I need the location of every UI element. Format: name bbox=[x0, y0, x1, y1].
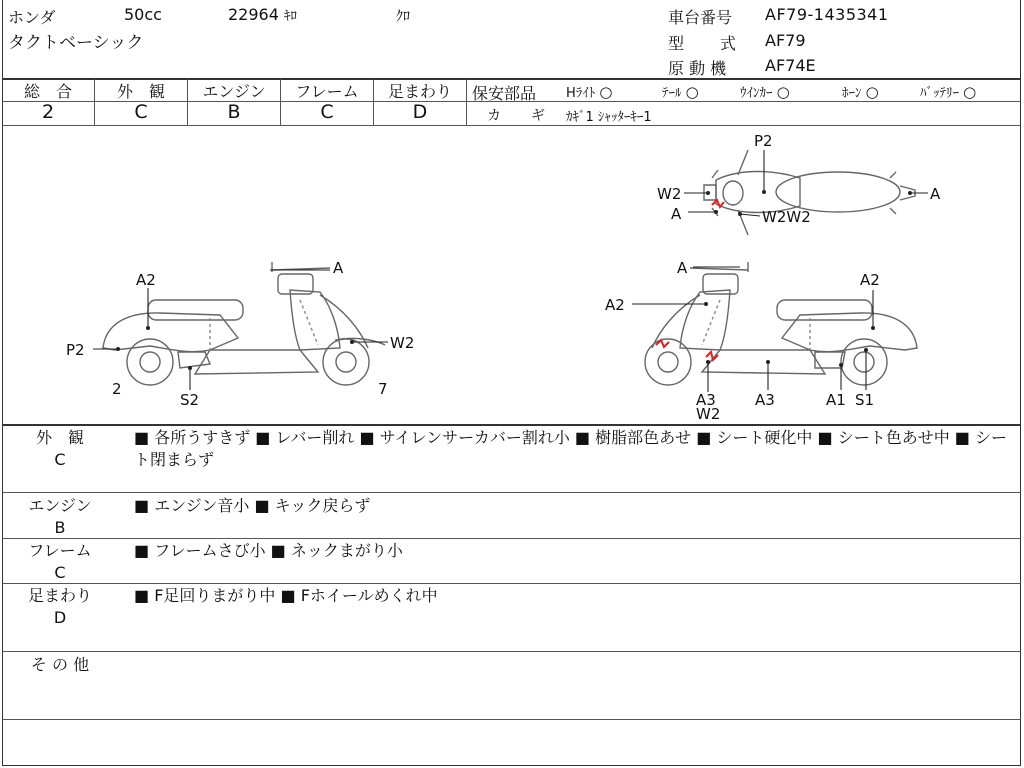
color: ｸﾛ bbox=[396, 9, 410, 25]
section-other-label: そ の 他 bbox=[30, 655, 90, 674]
mileage-value: 22964 bbox=[228, 5, 279, 24]
displacement: 50cc bbox=[124, 5, 162, 24]
label-top-w2: W2 bbox=[657, 185, 682, 203]
section-frame-grade: C bbox=[54, 563, 66, 582]
maker: ホンダ bbox=[8, 8, 56, 27]
section-exterior-label: 外 観 C bbox=[0, 427, 120, 471]
safety-item-horn: ﾎｰﾝ ○ bbox=[842, 83, 879, 101]
section-suspension-text: ■ F足回りまがり中 ■ Fホイールめくれ中 bbox=[134, 586, 438, 605]
safety-item-headlight: Hﾗｲﾄ ○ bbox=[566, 83, 613, 101]
safety-item-battery: ﾊﾞｯﾃﾘｰ ○ bbox=[920, 83, 977, 101]
section-engine-grade: B bbox=[54, 518, 66, 537]
winker-mark: ○ bbox=[776, 83, 790, 101]
label-left-7: 7 bbox=[378, 380, 388, 398]
label-right-a2-right: A2 bbox=[860, 271, 880, 289]
label-left-w2: W2 bbox=[390, 334, 415, 352]
label-right-a3-1: A3 bbox=[696, 391, 716, 409]
label-right-a3-2: A3 bbox=[755, 391, 775, 409]
section-engine-label: エンジン B bbox=[0, 495, 120, 539]
grade-value-exterior: C bbox=[134, 101, 148, 123]
section-engine-text: ■ エンジン音小 ■ キック戻らず bbox=[134, 496, 371, 515]
label-top-w2w2: W2W2 bbox=[762, 208, 811, 226]
section-suspension-grade: D bbox=[53, 608, 67, 627]
safety-item-tail: ﾃｰﾙ ○ bbox=[662, 83, 699, 101]
section-frame-label: フレーム C bbox=[0, 540, 120, 584]
frame-number: AF79-1435341 bbox=[765, 5, 889, 24]
label-right-a2-left: A2 bbox=[605, 296, 625, 314]
model-name: タクトベーシック bbox=[8, 33, 144, 53]
grade-value-suspension: D bbox=[412, 101, 428, 123]
label-right-a: A bbox=[677, 259, 688, 277]
label-left-p2: P2 bbox=[66, 341, 85, 359]
key-label: カ ギ bbox=[487, 108, 553, 124]
label-right-a1: A1 bbox=[826, 391, 846, 409]
label-top-p2: P2 bbox=[754, 132, 773, 150]
grade-value-frame: C bbox=[320, 101, 334, 123]
battery-mark: ○ bbox=[963, 83, 977, 101]
frame-number-label: 車台番号 bbox=[668, 8, 733, 27]
label-right-w2: W2 bbox=[696, 405, 721, 423]
type-label: 型 式 bbox=[668, 34, 747, 53]
label-left-2: 2 bbox=[112, 380, 122, 398]
safety-label: 保安部品 bbox=[472, 84, 537, 103]
horn-mark: ○ bbox=[865, 83, 879, 101]
section-frame-text: ■ フレームさび小 ■ ネックまがり小 bbox=[134, 541, 403, 560]
grade-label-engine: エンジン bbox=[202, 82, 266, 101]
grade-label-exterior: 外 観 bbox=[116, 82, 165, 101]
key-text: ｶｷﾞ1 ｼｬｯﾀｰｷｰ1 bbox=[566, 110, 652, 125]
mileage-unit: ｷﾛ bbox=[284, 9, 297, 24]
section-exterior-text: ■ 各所うすきず ■ レバー削れ ■ サイレンサーカバー割れ小 ■ 樹脂部色あせ ■ シート硬化中 ■ シート色あせ中 ■ シート閉まらず bbox=[134, 428, 1007, 469]
grade-label-suspension: 足まわり bbox=[387, 82, 452, 101]
engine-value: AF74E bbox=[765, 56, 816, 75]
damage-marks bbox=[656, 200, 724, 360]
tail-mark: ○ bbox=[685, 83, 699, 101]
rule-diagram-bottom bbox=[2, 424, 1021, 426]
section-suspension-label: 足まわり D bbox=[0, 585, 120, 629]
safety-item-winker: ｳｲﾝｶｰ ○ bbox=[740, 83, 790, 101]
label-right-s1: S1 bbox=[855, 391, 875, 409]
label-top-a-right: A bbox=[930, 185, 941, 203]
engine-label: 原 動 機 bbox=[668, 59, 727, 78]
headlight-mark: ○ bbox=[599, 83, 613, 101]
label-top-a-left: A bbox=[671, 205, 682, 223]
grade-label-frame: フレーム bbox=[295, 82, 359, 101]
label-left-a2: A2 bbox=[136, 271, 156, 289]
label-left-a: A bbox=[333, 259, 344, 277]
label-left-s2: S2 bbox=[180, 391, 200, 409]
section-exterior-grade: C bbox=[54, 450, 66, 469]
grade-label-overall: 総 合 bbox=[23, 82, 72, 101]
grade-value-engine: B bbox=[227, 101, 241, 123]
leader-lines bbox=[93, 150, 928, 392]
type-value: AF79 bbox=[765, 31, 806, 50]
grade-value-overall: 2 bbox=[41, 101, 55, 123]
